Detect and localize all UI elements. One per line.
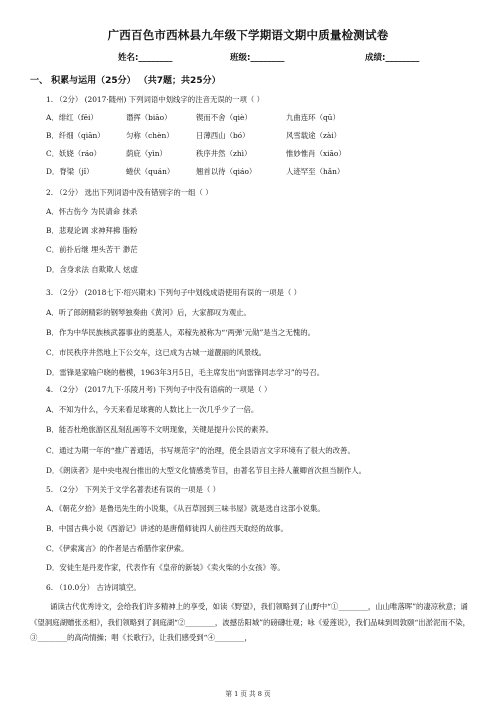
q1-b-word4: 风雪载途（zài） (286, 131, 342, 140)
q3-option-b[interactable]: B．作为中华民族核武器事业的奠基人，邓稼先被称为“‘两弹’元勋”是当之无愧的。 (46, 328, 315, 337)
q4-option-b[interactable]: B．能否杜绝旅游区乱刻乱画等不文明现象，关键是提升公民的素养。 (46, 425, 274, 434)
q4-option-d[interactable]: D．《朗读者》是中央电视台推出的大型文化情感类节目，由著名节目主持人董卿首次担当制作人。 (46, 466, 367, 475)
q6-passage: 诵读古代优秀诗文，会给我们许多精神上的享受，如读《野望》，我们领略到了山野中“①________，山山唯落晖”的凄凉秋意；诵《望洞庭湖赠张丞相》，我们领略到了洞庭湖“②________，波撼岳阳城”的磅礴壮观；咏《爱莲说》，我们品味到周敦颐“出淤泥而不染，③________的高尚情操；唱《长歌行》，让我们感受到“④________， (30, 602, 470, 642)
q1-b-word3: 日薄西山（bó） (196, 131, 250, 140)
q6-stem: 6. （10.0分） 古诗词填空。 (46, 583, 141, 592)
q1-d-word3: 翘首以待（qiáo） (196, 167, 257, 176)
q3-option-d[interactable]: D．雷锋是家喻户晓的楷模，1963年3月5日，毛主席发出“向雷锋同志学习”的号召。 (46, 368, 325, 377)
q1-a-word4: 九曲连环（qū） (286, 113, 340, 122)
name-field[interactable]: 姓名:________ (118, 53, 173, 63)
q1-a-word2: 谮挥（biāo） (126, 113, 172, 122)
q2-option-d[interactable]: D．含身求法 自欺欺人 炫虚 (46, 265, 138, 274)
q5-option-c[interactable]: C．《伊索寓言》的作者是古希腊作家伊索。 (46, 544, 189, 553)
q3-option-c[interactable]: C．市民秩序井然地上下公交车，这已成为古城一道靓丽的风景线。 (46, 348, 266, 357)
q1-b-word2: 匀称（chèn） (126, 131, 174, 140)
q4-stem: 4. （2分） (2017九下·乐陵月考) 下列句子中没有语病的一项是（ ） (46, 385, 272, 394)
q1-c-word3: 秩序井然（zhì） (196, 149, 252, 158)
q1-stem: 1. （2分） (2017·随州) 下列词语中划线字的注音无误的一项（ ） (46, 95, 265, 104)
q5-option-d[interactable]: D．安徒生是丹麦作家，代表作有《皇帝的新装》《卖火柴的小女孩》等。 (46, 563, 285, 572)
page-footer: 第 1 页 共 8 页 (225, 690, 271, 698)
section-heading: 一、 积累与运用（25分） （共7题；共25分） (30, 76, 221, 86)
q1-c-word1: C．妖娆（ráo） (46, 149, 101, 158)
q3-stem: 3. （2分） (2018七下·绍兴期末) 下列句子中划线成语使用有误的一项是（ ） (46, 288, 302, 297)
q1-c-word2: 荫庇（yìn） (126, 149, 167, 158)
q2-stem: 2. （2分） 选出下列词语中没有错别字的一组（ ） (46, 188, 213, 197)
q4-option-a[interactable]: A．不知为什么，今天来看足球赛的人数比上一次几乎少了一倍。 (46, 405, 259, 414)
score-field[interactable]: 成绩:________ (365, 53, 420, 63)
q1-a-word3: 锲而不舍（qiè） (196, 113, 252, 122)
q2-option-a[interactable]: A．怀古伤今 为民请命 抹杀 (46, 207, 138, 216)
q1-d-word2: 蜷伏（quán） (126, 167, 175, 176)
q1-c-word4: 惟妙惟肖（xiāo） (286, 149, 346, 158)
q4-option-c[interactable]: C．通过为期一年的“推广普通话，书写规范字”的治理，使全县语言文字环境有了很大的改善。 (46, 446, 355, 455)
q1-d-word1: D．脊梁（jǐ） (46, 167, 94, 176)
class-field[interactable]: 班级:________ (230, 53, 285, 63)
q5-stem: 5. （2分） 下列关于文学名著表述有误的一项是（ ） (46, 485, 221, 494)
q3-option-a[interactable]: A．听了郎朗精彩的钢琴独奏曲《黄河》后，大家都叹为观止。 (46, 308, 251, 317)
q1-a-word1: A．绯红（fēi） (46, 113, 98, 122)
q5-option-a[interactable]: A．《朝花夕拾》是鲁迅先生的小说集，《从百草园到三味书屋》就是选自这部小说集。 (46, 504, 325, 513)
page-title: 广西百色市西林县九年级下学期语文期中质量检测试卷 (107, 28, 389, 42)
q1-b-word1: B．纤细（qiān） (46, 131, 105, 140)
q5-option-b[interactable]: B．中国古典小说《西游记》讲述的是唐僧师徒四人前往西天取经的故事。 (46, 524, 288, 533)
q2-option-c[interactable]: C．前扑后继 埋头苦干 渺茫 (46, 245, 138, 254)
q1-d-word4: 人迹罕至（hǎn） (286, 167, 345, 176)
q2-option-b[interactable]: B．悲观论调 求神拜拂 脂粉 (46, 226, 138, 235)
